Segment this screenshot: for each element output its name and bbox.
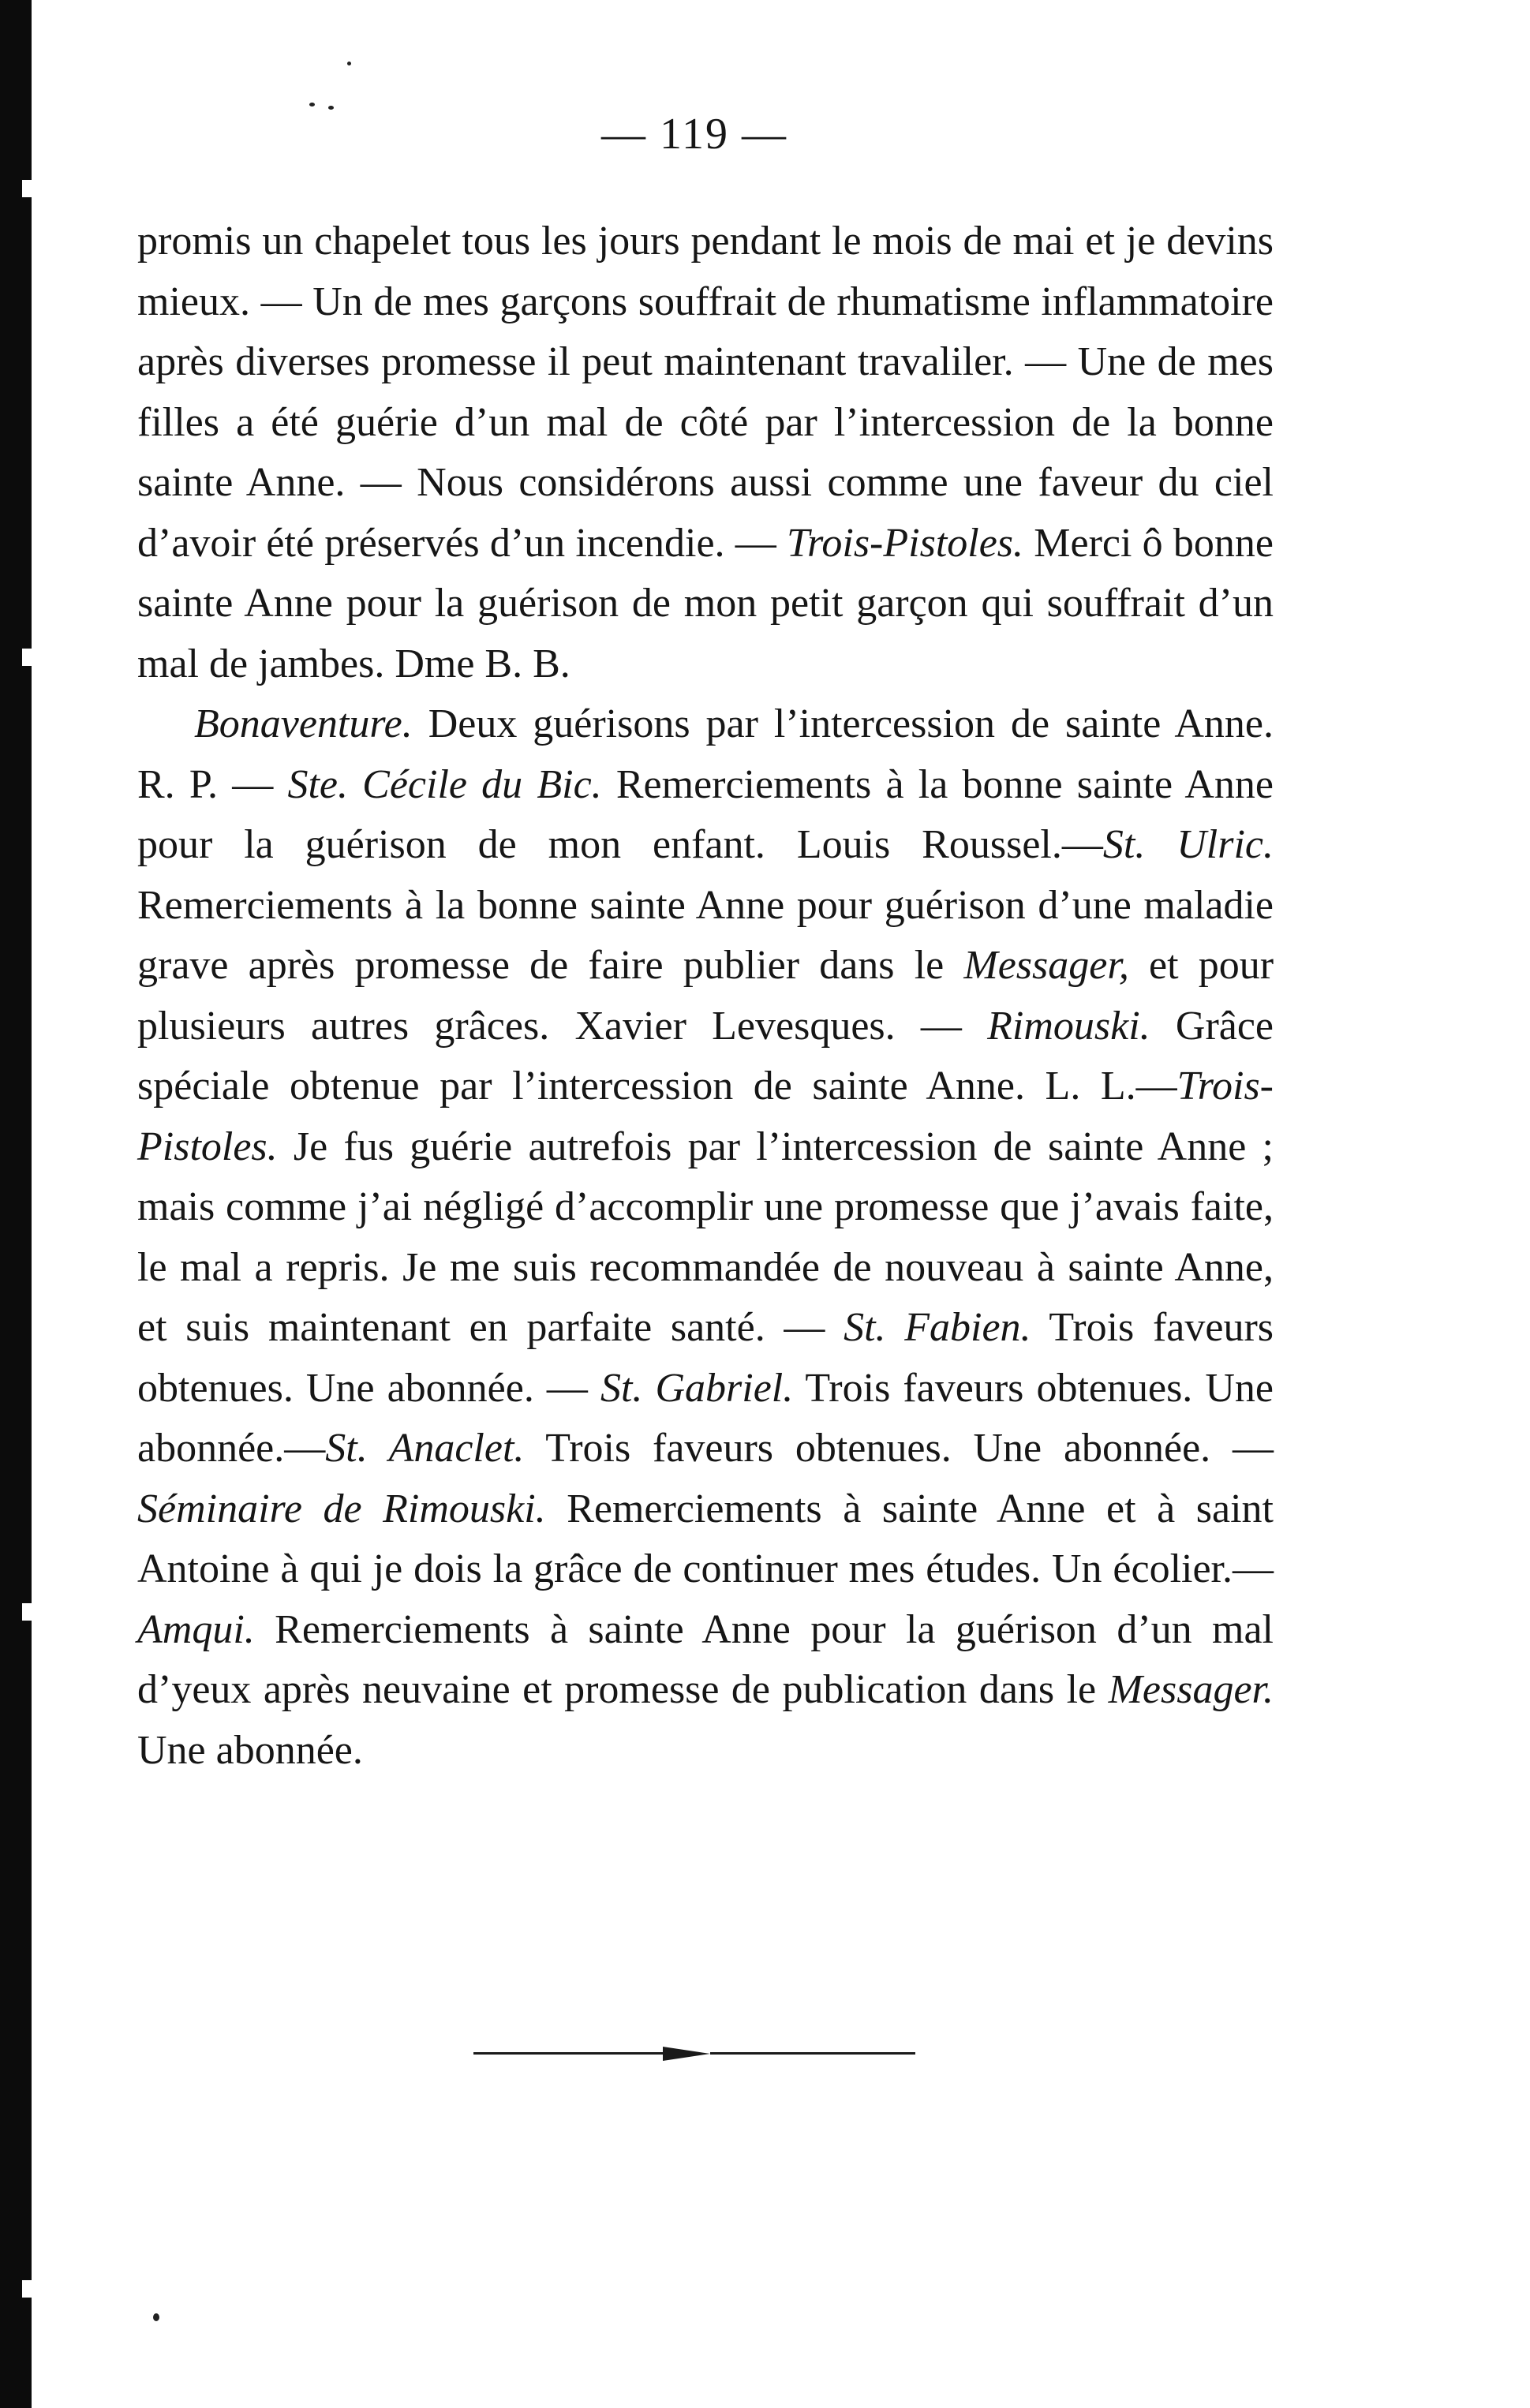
text-run: Remerciements à la bonne sainte Anne pour guérison d’une maladie grave après promesse de faire publier dans le (137, 882, 1274, 988)
place-name: St. Anaclet. (325, 1426, 525, 1471)
place-name: Rimouski. (987, 1003, 1150, 1049)
text-run: Deux guérisons par l’intercession de sainte Anne. R. P. — (137, 701, 1274, 807)
place-name: Messager, (963, 943, 1129, 988)
place-name: Séminaire de Rimouski. (137, 1486, 546, 1531)
place-name: St. Fabien. (844, 1305, 1031, 1350)
print-speck (309, 103, 315, 107)
body-text (137, 211, 1274, 1781)
place-name: Amqui. (137, 1606, 255, 1652)
place-name: St. Ulric. (1102, 822, 1274, 867)
page-number: — 119 — (601, 110, 787, 159)
page-binding-edge (0, 0, 32, 2408)
text-run: Merci ô bonne sainte Anne pour la guérison de mon petit garçon qui souffrait d’un mal de jambes. Dme B. B. (137, 520, 1274, 686)
closing-ornament-rule (473, 2043, 915, 2064)
paragraph (137, 211, 1274, 694)
edge-notch (22, 649, 32, 666)
rule-left (473, 2052, 671, 2055)
paragraph (137, 694, 1274, 1781)
text-run: Je fus guérie autrefois par l’intercession de sainte Anne ; mais comme j’ai négligé d’accomplir une promesse que j’avais faite, le mal a repris. Je me suis recommandée de nouveau à sainte Anne, et suis maintenant en parfaite santé. — (137, 1124, 1274, 1350)
print-speck (153, 2313, 159, 2321)
text-run: Remerciements à la bonne sainte Anne pour la guérison de mon enfant. Louis Roussel.— (137, 761, 1274, 867)
edge-notch (22, 1603, 32, 1621)
place-name: Ste. Cécile du Bic. (287, 761, 602, 807)
print-speck (328, 106, 334, 110)
place-name: St. Gabriel. (600, 1365, 794, 1411)
place-name: Messager. (1108, 1667, 1274, 1712)
text-run: promis un chapelet tous les jours pendant le mois de mai et je devins mieux. — Un de mes garçons souffrait de rhumatisme inflammatoire après diverses promesse il peut maintenant travaliler. — Une de mes filles a été guérie d’un mal de côté par l’intercession de la bonne sainte Anne. — Nous considérons aussi comme une faveur du ciel d’avoir été préservés d’un incendie. — (137, 219, 1274, 566)
text-run: et pour plusieurs autres grâces. Xavier Levesques. — (137, 943, 1274, 1049)
place-name: Trois-Pistoles. (787, 520, 1024, 566)
text-run: Trois faveurs obtenues. Une abonnée. — (524, 1426, 1274, 1471)
text-run: Remerciements à sainte Anne pour la guérison d’un mal d’yeux après neuvaine et promesse de publication dans le (137, 1606, 1274, 1712)
text-run: Grâce spéciale obtenue par l’intercession de sainte Anne. L. L.— (137, 1003, 1274, 1109)
rule-ornament (663, 2047, 710, 2061)
place-name: Bonaventure. (194, 701, 413, 746)
text-run: Trois faveurs obtenues. Une abonnée.— (137, 1365, 1274, 1471)
edge-notch (22, 180, 32, 197)
edge-notch (22, 2280, 32, 2298)
text-run: Remerciements à sainte Anne et à saint Antoine à qui je dois la grâce de continuer mes études. Un écolier.— (137, 1486, 1274, 1591)
text-run: Trois faveurs obtenues. Une abonnée. — (137, 1305, 1274, 1411)
rule-right (710, 2052, 915, 2055)
print-speck (347, 62, 351, 65)
text-run: Une abonnée. (137, 1727, 363, 1773)
place-name: Trois-Pistoles. (137, 1064, 1274, 1169)
